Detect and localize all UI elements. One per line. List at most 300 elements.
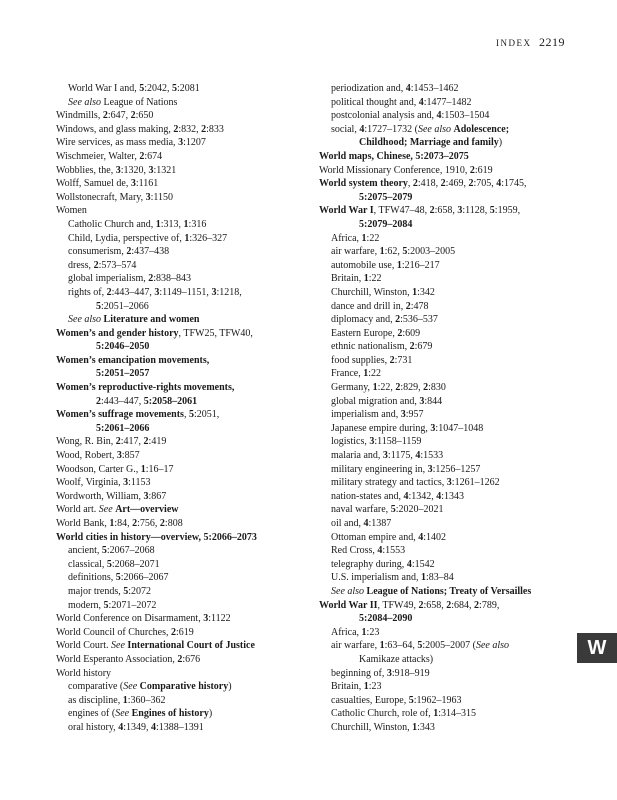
entry-text: :62, — [384, 246, 403, 258]
entry-text: :676 — [182, 653, 201, 665]
header-label: INDEX — [496, 38, 532, 48]
entry-text: :1149–1151, — [159, 286, 212, 298]
entry-text: 2 — [468, 178, 474, 190]
index-entry — [56, 517, 296, 531]
index-subentry — [319, 571, 559, 585]
entry-text: :313, — [160, 218, 184, 230]
index-entry — [56, 639, 296, 653]
entry-text: :731 — [394, 354, 413, 366]
entry-text: air warfare, — [331, 640, 380, 652]
entry-text: ethnic nationalism, — [331, 341, 410, 353]
index-subentry — [56, 707, 296, 721]
index-subentry — [319, 490, 559, 504]
entry-text: modern, — [68, 599, 104, 611]
entry-text: 5:2075–2079 — [359, 191, 413, 203]
entry-text: Wire services, as mass media, — [56, 137, 179, 149]
entry-text: :2081 — [177, 83, 200, 94]
entry-text: 3 — [143, 490, 149, 502]
entry-text: 2 — [395, 382, 401, 394]
entry-text: :419 — [148, 436, 167, 448]
entry-text: 1 — [122, 694, 128, 706]
entry-text: 4 — [496, 178, 502, 190]
entry-text: 4 — [415, 450, 421, 462]
index-column-left — [56, 82, 296, 735]
entry-text: 5 — [489, 205, 495, 217]
entry-text: naval warfare, — [331, 504, 391, 516]
entry-text: 5 — [115, 572, 121, 584]
entry-text: :1745, — [501, 178, 527, 190]
entry-text: Churchill, Winston, — [331, 286, 413, 298]
entry-text: 4 — [418, 531, 424, 543]
entry-text: Wolff, Samuel de, — [56, 178, 131, 190]
index-subentry — [319, 503, 559, 517]
entry-text: food supplies, — [331, 354, 390, 366]
index-subentry — [319, 354, 559, 368]
index-subentry — [319, 639, 559, 653]
index-subentry — [56, 694, 296, 708]
letter-thumb-tab: W — [577, 633, 617, 663]
entry-text: 5:2084–2090 — [359, 613, 413, 625]
entry-text: 2 — [130, 110, 136, 122]
entry-text: 1 — [140, 463, 146, 475]
entry-text: 2 — [171, 626, 177, 638]
index-subentry — [319, 286, 559, 300]
entry-text: Women’s reproductive-rights movements, — [56, 382, 235, 394]
entry-text: 1 — [379, 640, 385, 652]
entry-text: , TFW47–48, — [373, 205, 430, 217]
index-subentry — [319, 327, 559, 341]
entry-text: Eastern Europe, — [331, 327, 398, 339]
entry-text: :316 — [188, 218, 207, 230]
entry-text: :2005–2007 ( — [422, 640, 476, 652]
entry-text: consumerism, — [68, 246, 127, 258]
entry-text: Women’s emancipation movements, — [56, 354, 210, 366]
index-subentry — [56, 558, 296, 572]
entry-text: 2 — [469, 164, 475, 176]
entry-text: Britain, — [331, 273, 364, 285]
index-entry — [56, 490, 296, 504]
index-entry — [319, 150, 559, 164]
entry-text: Catholic Church and, — [68, 218, 156, 230]
entry-text: Women’s and gender history — [56, 327, 179, 339]
entry-text: 1 — [412, 286, 418, 298]
entry-text: ) — [498, 137, 503, 149]
entry-text: 3 — [427, 463, 433, 475]
entry-text: :1343 — [441, 490, 465, 502]
entry-text: :867 — [148, 490, 167, 502]
entry-text: :1962–1963 — [413, 694, 462, 706]
index-subentry — [319, 667, 559, 681]
entry-text: 3 — [123, 477, 129, 489]
entry-text: 3 — [203, 613, 209, 625]
entry-text: :83–84 — [426, 572, 454, 584]
entry-text: 4 — [377, 545, 383, 557]
index-entry — [56, 463, 296, 477]
index-entry — [56, 626, 296, 640]
index-subentry — [319, 82, 559, 96]
entry-text: 4 — [118, 721, 124, 733]
entry-text: :1477–1482 — [423, 96, 472, 108]
entry-text: 2 — [397, 327, 403, 339]
index-subentry — [56, 571, 296, 585]
entry-text: Africa, — [331, 232, 362, 244]
entry-text: casualties, Europe, — [331, 694, 409, 706]
index-entry — [56, 653, 296, 667]
entry-text: :1503–1504 — [441, 110, 490, 122]
entry-text: 1 — [372, 382, 378, 394]
entry-text: engines of ( — [68, 708, 116, 720]
entry-text: 3 — [211, 286, 217, 298]
entry-text: :216–217 — [401, 259, 440, 271]
index-entry — [56, 503, 296, 517]
index-subentry — [319, 408, 559, 422]
index-entry — [56, 123, 296, 137]
index-entry — [319, 599, 559, 613]
entry-text: 5 — [172, 83, 178, 94]
entry-text: See also — [68, 96, 102, 108]
entry-text: :829, — [400, 382, 424, 394]
entry-text: :1150 — [150, 191, 174, 203]
index-subentry — [56, 340, 296, 354]
entry-text: definitions, — [68, 572, 116, 584]
entry-text: ancient, — [68, 545, 102, 557]
index-subentry — [319, 422, 559, 436]
index-subentry — [319, 626, 559, 640]
entry-text: 2 — [173, 123, 179, 135]
entry-text: World War II — [319, 599, 378, 611]
entry-text: ) — [228, 681, 232, 693]
entry-text: 5 — [417, 640, 423, 652]
entry-text: :789, — [479, 599, 500, 611]
entry-text: World Missionary Conference, 1910, — [319, 164, 470, 176]
entry-text: See — [98, 504, 113, 516]
index-subentry — [56, 721, 296, 735]
entry-text: 3 — [386, 667, 392, 679]
index-subentry — [56, 313, 296, 327]
index-entry — [56, 354, 296, 368]
entry-text: Germany, — [331, 382, 373, 394]
entry-text: :469, — [445, 178, 469, 190]
index-column-right — [319, 82, 559, 735]
entry-text: See also — [417, 123, 451, 135]
entry-text: :1959, — [494, 205, 521, 217]
entry-text: :2042, — [144, 83, 173, 94]
index-subentry — [319, 259, 559, 273]
entry-text: Britain, — [331, 681, 364, 693]
entry-text: :619 — [474, 164, 493, 176]
entry-text: 2 — [106, 286, 112, 298]
entry-text: Comparative history — [139, 681, 229, 693]
entry-text: Art—overview — [115, 504, 179, 516]
entry-text: :360–362 — [127, 694, 166, 706]
entry-text: :22, — [377, 382, 396, 394]
entry-text: postcolonial analysis and, — [331, 110, 437, 122]
entry-text: oil and, — [331, 518, 364, 529]
entry-text: 3 — [116, 450, 122, 462]
entry-text: :1320, — [120, 164, 149, 176]
entry-text: :609 — [402, 327, 421, 339]
entry-text: :674 — [144, 150, 163, 162]
entry-text: :417, — [120, 436, 144, 448]
entry-text: World system theory — [319, 178, 408, 190]
entry-text: :23 — [368, 681, 382, 693]
entry-text: :2072 — [128, 585, 152, 597]
entry-text: :343 — [417, 721, 435, 733]
entry-text: 5 — [402, 246, 408, 258]
entry-text: See — [115, 708, 130, 720]
entry-text: 2 — [418, 599, 424, 611]
entry-text: rights of, — [68, 286, 107, 298]
entry-text: International Court of Justice — [127, 640, 255, 652]
entry-text: :1128, — [462, 205, 490, 217]
index-entry — [56, 191, 296, 205]
entry-text: :2068–2071 — [111, 558, 160, 570]
entry-text: 4 — [403, 490, 409, 502]
entry-text: 2 — [177, 653, 183, 665]
entry-text: Adolescence; — [453, 123, 510, 135]
entry-text: global migration and, — [331, 395, 420, 407]
entry-text: 3 — [430, 422, 436, 434]
entry-text: 5 — [106, 558, 112, 570]
entry-text: automobile use, — [331, 259, 397, 271]
entry-text: 3 — [130, 178, 136, 190]
entry-text: 5:2079–2084 — [359, 218, 413, 230]
entry-text: World Esperanto Association, — [56, 653, 178, 665]
index-subentry — [56, 585, 296, 599]
entry-text: :1256–1257 — [432, 463, 481, 475]
entry-text: See — [123, 681, 138, 693]
entry-text: 2 — [139, 150, 145, 162]
entry-text: Ottoman empire and, — [331, 531, 419, 543]
entry-text: :2071–2072 — [108, 599, 157, 611]
index-entry — [56, 136, 296, 150]
index-subentry — [319, 585, 559, 599]
index-subentry — [319, 381, 559, 395]
entry-text: 2 — [423, 382, 429, 394]
entry-text: 4 — [359, 123, 365, 135]
index-subentry — [319, 300, 559, 314]
entry-text: political thought and, — [331, 96, 419, 108]
entry-text: :1533 — [420, 450, 444, 462]
entry-text: League of Nations; Treaty of Versailles — [366, 585, 532, 597]
entry-text: 2 — [405, 300, 411, 312]
entry-text: 1 — [361, 232, 367, 244]
entry-text: 1 — [109, 518, 115, 529]
entry-text: 4 — [150, 721, 156, 733]
index-subentry — [319, 367, 559, 381]
index-subentry — [319, 136, 559, 150]
entry-text: :84, — [114, 518, 133, 529]
entry-text: , TFW49, — [377, 599, 419, 611]
index-subentry — [56, 272, 296, 286]
entry-text: telegraphy during, — [331, 558, 407, 570]
entry-text: :650 — [135, 110, 154, 122]
entry-text: Literature and women — [103, 314, 200, 326]
entry-text: :832, — [178, 123, 202, 135]
entry-text: 1 — [379, 246, 385, 258]
entry-text: :1261–1262 — [451, 477, 500, 489]
entry-text: imperialism and, — [331, 409, 401, 421]
index-subentry — [319, 558, 559, 572]
index-subentry — [319, 694, 559, 708]
entry-text: :443–447, — [101, 395, 144, 407]
entry-text: :418, — [417, 178, 441, 190]
entry-text: Woodson, Carter G., — [56, 463, 141, 475]
entry-text: :1158–1159 — [374, 436, 422, 448]
entry-text: Africa, — [331, 626, 362, 638]
entry-text: Women’s suffrage movements — [56, 409, 184, 421]
entry-text: :619 — [176, 626, 194, 638]
entry-text: :1207 — [183, 137, 206, 149]
entry-text: 3 — [457, 205, 463, 217]
entry-text: :1321 — [153, 164, 177, 176]
entry-text: logistics, — [331, 436, 370, 448]
index-subentry — [319, 721, 559, 735]
entry-text: 2 — [412, 178, 418, 190]
entry-text: :844 — [424, 395, 443, 407]
entry-text: See also — [331, 585, 365, 597]
entry-text: 1 — [396, 259, 402, 271]
index-subentry — [319, 680, 559, 694]
entry-text: 2 — [126, 246, 132, 258]
entry-text: See also — [68, 314, 102, 326]
entry-text: 2 — [446, 599, 452, 611]
entry-text: 1 — [363, 273, 369, 285]
entry-text: 1 — [361, 626, 367, 638]
entry-text: :1218, — [216, 286, 242, 298]
index-subentry — [319, 517, 559, 531]
entry-text: World War I — [319, 205, 374, 217]
entry-text: nation-states and, — [331, 490, 404, 502]
index-subentry — [319, 123, 559, 137]
entry-text: Wobblies, the, — [56, 164, 116, 176]
entry-text: 5 — [96, 300, 101, 312]
entry-text: :1153 — [128, 477, 151, 489]
entry-text: :658, — [423, 599, 447, 611]
entry-text: Woolf, Virginia, — [56, 477, 124, 489]
index-entry — [56, 435, 296, 449]
entry-text: :1727–1732 ( — [364, 123, 418, 135]
index-subentry — [319, 531, 559, 545]
index-subentry — [56, 96, 296, 110]
entry-text: 3 — [369, 436, 375, 448]
entry-text: comparative ( — [68, 681, 124, 693]
index-subentry — [56, 82, 296, 96]
entry-text: :658, — [434, 205, 458, 217]
entry-text: World Conference on Disarmament, — [56, 613, 204, 625]
entry-text: 2 — [143, 436, 149, 448]
entry-text: 1 — [183, 218, 189, 230]
entry-text: Windmills, — [56, 110, 103, 122]
entry-text: :478 — [410, 300, 429, 312]
index-entry — [56, 150, 296, 164]
entry-text: :342 — [417, 286, 435, 298]
index-subentry — [319, 245, 559, 259]
entry-text: 5:2058–2061 — [143, 395, 198, 407]
entry-text: World maps, Chinese, 5:2073–2075 — [319, 150, 469, 162]
index-entry — [319, 204, 559, 218]
index-entry — [56, 381, 296, 395]
entry-text: Childhood; Marriage and family — [359, 137, 499, 149]
index-subentry — [56, 395, 296, 409]
entry-text: :1161 — [135, 178, 159, 190]
entry-text: 2 — [148, 273, 154, 285]
entry-text: :314–315 — [438, 708, 476, 720]
index-entry — [56, 109, 296, 123]
entry-text: as discipline, — [68, 694, 123, 706]
index-entry — [56, 476, 296, 490]
entry-text: , TFW25, TFW40, — [178, 327, 253, 339]
entry-text: 1 — [155, 218, 161, 230]
entry-text: :1122 — [208, 613, 231, 625]
entry-text: 2 — [159, 518, 165, 529]
entry-text: Wollstonecraft, Mary, — [56, 191, 146, 203]
entry-text: :833 — [206, 123, 224, 135]
entry-text: :2020–2021 — [395, 504, 444, 516]
index-subentry — [319, 96, 559, 110]
index-entry — [56, 612, 296, 626]
entry-text: classical, — [68, 558, 107, 570]
index-subentry — [319, 232, 559, 246]
entry-text: , — [407, 178, 413, 190]
entry-text: 5 — [390, 504, 396, 516]
entry-text: 2 — [201, 123, 207, 135]
index-entry — [319, 164, 559, 178]
entry-text: League of Nations — [101, 96, 178, 108]
entry-text: 2 — [409, 341, 415, 353]
page-number: 2219 — [539, 35, 565, 49]
entry-text: 5 — [101, 545, 107, 557]
entry-text: 5 — [408, 694, 414, 706]
entry-text: :1342, — [408, 490, 437, 502]
index-entry — [56, 177, 296, 191]
entry-text: :2051, — [193, 409, 220, 421]
index-entry — [319, 177, 559, 191]
index-subentry — [319, 544, 559, 558]
entry-text: dress, — [68, 259, 94, 271]
index-entry — [56, 667, 296, 681]
entry-text: periodization and, — [331, 83, 406, 94]
entry-text: 4 — [418, 96, 424, 108]
entry-text: :326–327 — [189, 232, 228, 244]
entry-text: :16–17 — [145, 463, 174, 475]
entry-text: 1 — [363, 681, 369, 693]
entry-text: Child, Lydia, perspective of, — [68, 232, 185, 244]
entry-text: Catholic Church, role of, — [331, 708, 434, 720]
entry-text: 3 — [145, 191, 151, 203]
running-header — [496, 35, 565, 50]
entry-text: 5 — [123, 585, 129, 597]
entry-text: World art. — [56, 504, 99, 516]
entry-text: Windows, and glass making, — [56, 123, 174, 135]
entry-text: :1047–1048 — [435, 422, 484, 434]
index-subentry — [319, 476, 559, 490]
entry-text: Churchill, Winston, — [331, 721, 413, 733]
entry-text: :830 — [428, 382, 446, 394]
index-subentry — [56, 232, 296, 246]
index-subentry — [319, 340, 559, 354]
entry-text: :1387 — [368, 518, 392, 529]
index-subentry — [319, 653, 559, 667]
index-subentry — [319, 191, 559, 205]
entry-text: Wordworth, William, — [56, 490, 144, 502]
entry-text: 5 — [188, 409, 194, 421]
entry-text: :22 — [368, 368, 381, 380]
entry-text: major trends, — [68, 585, 124, 597]
entry-text: 1 — [421, 572, 426, 584]
index-subentry — [319, 435, 559, 449]
entry-text: :22 — [368, 273, 382, 285]
